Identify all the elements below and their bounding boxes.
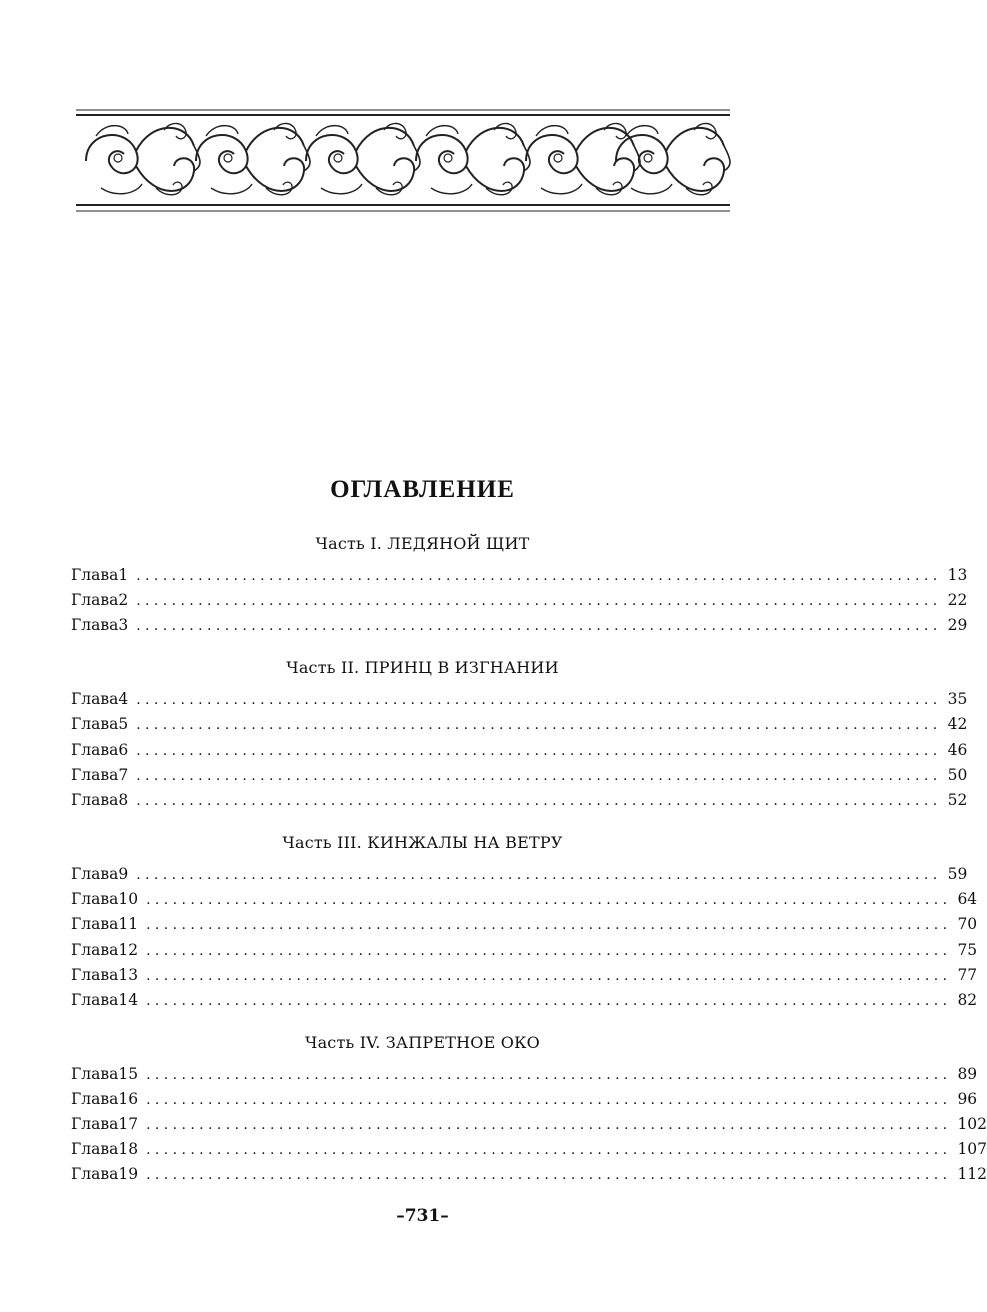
chapter-number: 7 — [118, 766, 129, 784]
toc-entry[interactable] — [71, 1113, 987, 1135]
page-ref: 29 — [947, 616, 968, 634]
dot-leader: ........................................................................................... — [136, 568, 942, 584]
page-ref: 46 — [947, 741, 968, 759]
chapter-number: 2 — [118, 591, 129, 609]
chapter-label: Глава — [71, 1065, 119, 1083]
page-number: –731– — [396, 1206, 449, 1226]
chapter-number: 6 — [118, 741, 129, 759]
chapter-number: 4 — [118, 690, 129, 708]
chapter-label: Глава — [71, 991, 119, 1009]
toc-entry[interactable] — [71, 764, 968, 786]
page-ref: 102 — [957, 1115, 987, 1133]
chapter-label: Глава — [71, 941, 119, 959]
decorative-scroll-border — [76, 106, 730, 216]
chapter-label: Глава — [71, 1115, 119, 1133]
chapter-label: Глава — [71, 566, 119, 584]
page-ref: 42 — [947, 715, 968, 733]
chapter-label: Глава — [71, 1140, 119, 1158]
toc-entry[interactable] — [71, 739, 968, 761]
page-ref: 22 — [947, 591, 968, 609]
dot-leader: ........................................................................................... — [146, 1067, 952, 1083]
page-ref: 35 — [947, 690, 968, 708]
chapter-label: Глава — [71, 715, 119, 733]
page-ref: 13 — [947, 566, 968, 584]
chapter-label: Глава — [71, 865, 119, 883]
toc-entry[interactable] — [71, 688, 968, 710]
chapter-number: 14 — [118, 991, 139, 1009]
chapter-label: Глава — [71, 766, 119, 784]
chapter-label: Глава — [71, 791, 119, 809]
chapter-number: 9 — [118, 865, 129, 883]
chapter-label: Глава — [71, 741, 119, 759]
dot-leader: ........................................................................................... — [146, 1142, 952, 1158]
chapter-number: 1 — [118, 566, 129, 584]
toc-entry[interactable] — [71, 1138, 987, 1160]
toc-entry[interactable] — [71, 614, 968, 636]
dot-leader: ........................................................................................... — [146, 1117, 952, 1133]
part-title: Часть IV. ЗАПРЕТНОЕ ОКО — [305, 1033, 540, 1052]
page-ref: 89 — [957, 1065, 978, 1083]
chapter-label: Глава — [71, 966, 119, 984]
dot-leader: ........................................................................................... — [146, 993, 952, 1009]
page-ref: 50 — [947, 766, 968, 784]
dot-leader: ........................................................................................... — [136, 692, 942, 708]
chapter-label: Глава — [71, 1165, 119, 1183]
dot-leader: ........................................................................................... — [136, 593, 942, 609]
chapter-number: 17 — [118, 1115, 139, 1133]
dot-leader: ........................................................................................... — [146, 917, 952, 933]
dot-leader: ........................................................................................... — [146, 892, 952, 908]
toc-entry[interactable] — [71, 1163, 987, 1185]
chapter-number: 12 — [118, 941, 139, 959]
toc-entry[interactable] — [71, 939, 978, 961]
page-ref: 64 — [957, 890, 978, 908]
toc-entry[interactable] — [71, 989, 978, 1011]
dot-leader: ........................................................................................... — [136, 743, 942, 759]
toc-heading: ОГЛАВЛЕНИЕ — [330, 476, 515, 503]
chapter-number: 3 — [118, 616, 129, 634]
dot-leader: ........................................................................................... — [146, 968, 952, 984]
page-ref: 59 — [947, 865, 968, 883]
chapter-number: 18 — [118, 1140, 139, 1158]
chapter-number: 8 — [118, 791, 129, 809]
chapter-number: 11 — [118, 915, 139, 933]
toc-entry[interactable] — [71, 863, 968, 885]
dot-leader: ........................................................................................... — [136, 717, 942, 733]
dot-leader: ........................................................................................... — [146, 1092, 952, 1108]
part-title: Часть II. ПРИНЦ В ИЗГНАНИИ — [286, 658, 559, 677]
toc-entry[interactable] — [71, 564, 968, 586]
toc-entry[interactable] — [71, 1063, 978, 1085]
page-ref: 82 — [957, 991, 978, 1009]
part-title: Часть III. КИНЖАЛЫ НА ВЕТРУ — [282, 833, 563, 852]
part-title: Часть I. ЛЕДЯНОЙ ЩИТ — [315, 534, 530, 553]
dot-leader: ........................................................................................... — [136, 867, 942, 883]
chapter-label: Глава — [71, 915, 119, 933]
toc-entry[interactable] — [71, 789, 968, 811]
page-ref: 107 — [957, 1140, 987, 1158]
dot-leader: ........................................................................................... — [136, 768, 942, 784]
chapter-number: 10 — [118, 890, 139, 908]
chapter-number: 5 — [118, 715, 129, 733]
toc-entry[interactable] — [71, 713, 968, 735]
page-ref: 70 — [957, 915, 978, 933]
dot-leader: ........................................................................................... — [146, 1167, 952, 1183]
toc-entry[interactable] — [71, 589, 968, 611]
chapter-label: Глава — [71, 616, 119, 634]
page-ref: 96 — [957, 1090, 978, 1108]
chapter-number: 13 — [118, 966, 139, 984]
toc-entry[interactable] — [71, 913, 978, 935]
page-ref: 75 — [957, 941, 978, 959]
dot-leader: ........................................................................................... — [136, 618, 942, 634]
page-ref: 77 — [957, 966, 978, 984]
chapter-label: Глава — [71, 591, 119, 609]
dot-leader: ........................................................................................... — [136, 793, 942, 809]
toc-entry[interactable] — [71, 964, 978, 986]
page-ref: 52 — [947, 791, 968, 809]
toc-entry[interactable] — [71, 1088, 978, 1110]
chapter-label: Глава — [71, 890, 119, 908]
chapter-label: Глава — [71, 690, 119, 708]
chapter-number: 16 — [118, 1090, 139, 1108]
chapter-number: 19 — [118, 1165, 139, 1183]
toc-entry[interactable] — [71, 888, 978, 910]
chapter-number: 15 — [118, 1065, 139, 1083]
chapter-label: Глава — [71, 1090, 119, 1108]
page-ref: 112 — [957, 1165, 987, 1183]
dot-leader: ........................................................................................... — [146, 943, 952, 959]
